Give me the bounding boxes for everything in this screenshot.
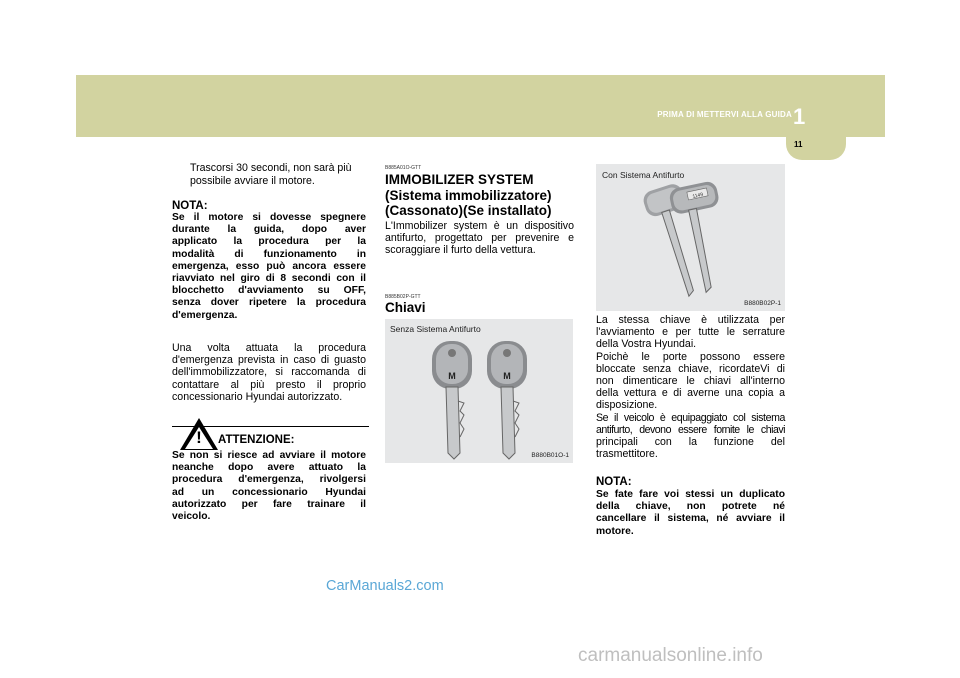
nota-title-right: NOTA: [596, 476, 632, 488]
transmitter-key-icon [668, 180, 737, 296]
figure-label: Con Sistema Antifurto [602, 170, 685, 180]
section-code-1: B885A01O-GTT [385, 165, 422, 171]
nota-line: Se fate fare voi stessi un duplicato [596, 489, 785, 500]
key-icon [487, 341, 527, 459]
section-code-2: B885B02P-GTT [385, 294, 421, 300]
warning-line: autorizzato per fare trainare il [172, 498, 366, 510]
warning-line: Se non si riesce ad avviare il motore [172, 450, 366, 461]
body-line: non dimenticare le chiavi all'interno [596, 375, 785, 388]
body-text-right [596, 314, 785, 460]
body-line: bloccate senza chiave, ricordateVi di [596, 362, 785, 375]
body-line: Se il veicolo è equipaggiato col sistema [596, 411, 785, 424]
figure-code: B880B02P-1 [744, 300, 781, 307]
warning-line: ad un concessionario Hyundai [172, 486, 366, 498]
figure-code: B880B01O-1 [531, 452, 569, 459]
warning-line: neanche dopo avere attuato la [172, 462, 366, 474]
nota-line: applicato la procedura per la [172, 236, 366, 248]
nota-line: riavviato nel giro di 8 secondi con il [172, 273, 366, 285]
body-line: L'Immobilizer system è un dispositivo [385, 220, 574, 232]
nota-line: emergenza, esso può ancora essere [172, 260, 366, 272]
body-line: concessionario Hyundai autorizzato. [172, 390, 343, 403]
transmitter-keys-illustration [596, 164, 785, 311]
nota-line: cancellare il sistema, né avviare il [596, 513, 785, 525]
body-line: disposizione. [596, 399, 658, 412]
warning-title: ATTENZIONE: [218, 434, 295, 446]
keys-illustration [385, 319, 573, 463]
body-line: d'emergenza prevista in caso di guasto [172, 354, 366, 367]
body-line: contattare al più presto il proprio [172, 378, 366, 391]
body-line: principali con la funzione del [596, 436, 785, 449]
watermark-carmanualsonline[interactable]: carmanualsonline.info [578, 645, 763, 666]
key-icon [432, 341, 472, 459]
nota-line: modalità di funzionamento in [172, 248, 366, 260]
nota-line: Se il motore si dovesse spegnere [172, 212, 366, 223]
body-line: Una volta attuata la procedura [172, 342, 366, 354]
figure-label: Senza Sistema Antifurto [390, 324, 481, 334]
header-band [76, 75, 885, 137]
nota-text-right [596, 489, 785, 538]
intro-line-1: Trascorsi 30 secondi, non sarà più [190, 162, 352, 174]
body-line: della vettura e di averne una copia a [596, 387, 785, 400]
intro-line-2: possibile avviare il motore. [190, 175, 315, 187]
warning-line: veicolo. [172, 511, 211, 523]
body-line: antifurto, devono essere fornite le chiavi [596, 423, 785, 436]
figure-keys-without-alarm [385, 319, 573, 463]
body-line: della Vostra Hyundai. [596, 338, 697, 351]
body-line: La stessa chiave è utilizzata per [596, 314, 785, 326]
section-heading-chiavi: Chiavi [385, 300, 426, 315]
body-line: antifurto, progettato per prevenire e [385, 232, 574, 245]
body-line: l'avviamento e per tutte le serrature [596, 326, 785, 339]
section-heading-immobilizer [385, 172, 552, 219]
body-line: dell'immobilizzatore, si raccomanda di [172, 366, 366, 379]
nota-line: senza dover ripetere la procedura [172, 297, 366, 309]
body-text-middle [385, 220, 574, 257]
body-line: Poichè le porte possono essere [596, 350, 785, 363]
heading-line: (Sistema immobilizzatore) [385, 187, 552, 203]
svg-text:M: M [503, 371, 511, 381]
body-line: trasmettitore. [596, 448, 658, 461]
svg-text:M: M [448, 371, 456, 381]
nota-line: motore. [596, 525, 634, 537]
nota-title-left: NOTA: [172, 200, 208, 212]
figure-keys-with-alarm [596, 164, 785, 311]
watermark-carmanuals2[interactable]: CarManuals2.com [326, 578, 444, 594]
chapter-title: PRIMA DI METTERVI ALLA GUIDA [657, 110, 792, 119]
nota-line: della chiave, non potrete né [596, 501, 785, 513]
warning-line: procedura d'emergenza, rivolgersi [172, 474, 366, 486]
chapter-number: 1 [793, 104, 806, 129]
nota-line: d'emergenza. [172, 309, 238, 321]
warning-text [172, 450, 366, 523]
nota-line: durante la guida, dopo aver [172, 224, 366, 236]
heading-line: IMMOBILIZER SYSTEM [385, 172, 534, 187]
nota-line: blocchetto d'avviamento su OFF, [172, 285, 366, 297]
exclamation-mark: ! [196, 428, 202, 447]
body-line: scoraggiare il furto della vettura. [385, 244, 536, 257]
heading-line: (Cassonato)(Se installato) [385, 203, 552, 218]
page-number: 11 [794, 140, 803, 149]
key-tag-number: 1149 [691, 191, 704, 200]
body-text-left [172, 342, 366, 403]
nota-text-left [172, 212, 366, 322]
